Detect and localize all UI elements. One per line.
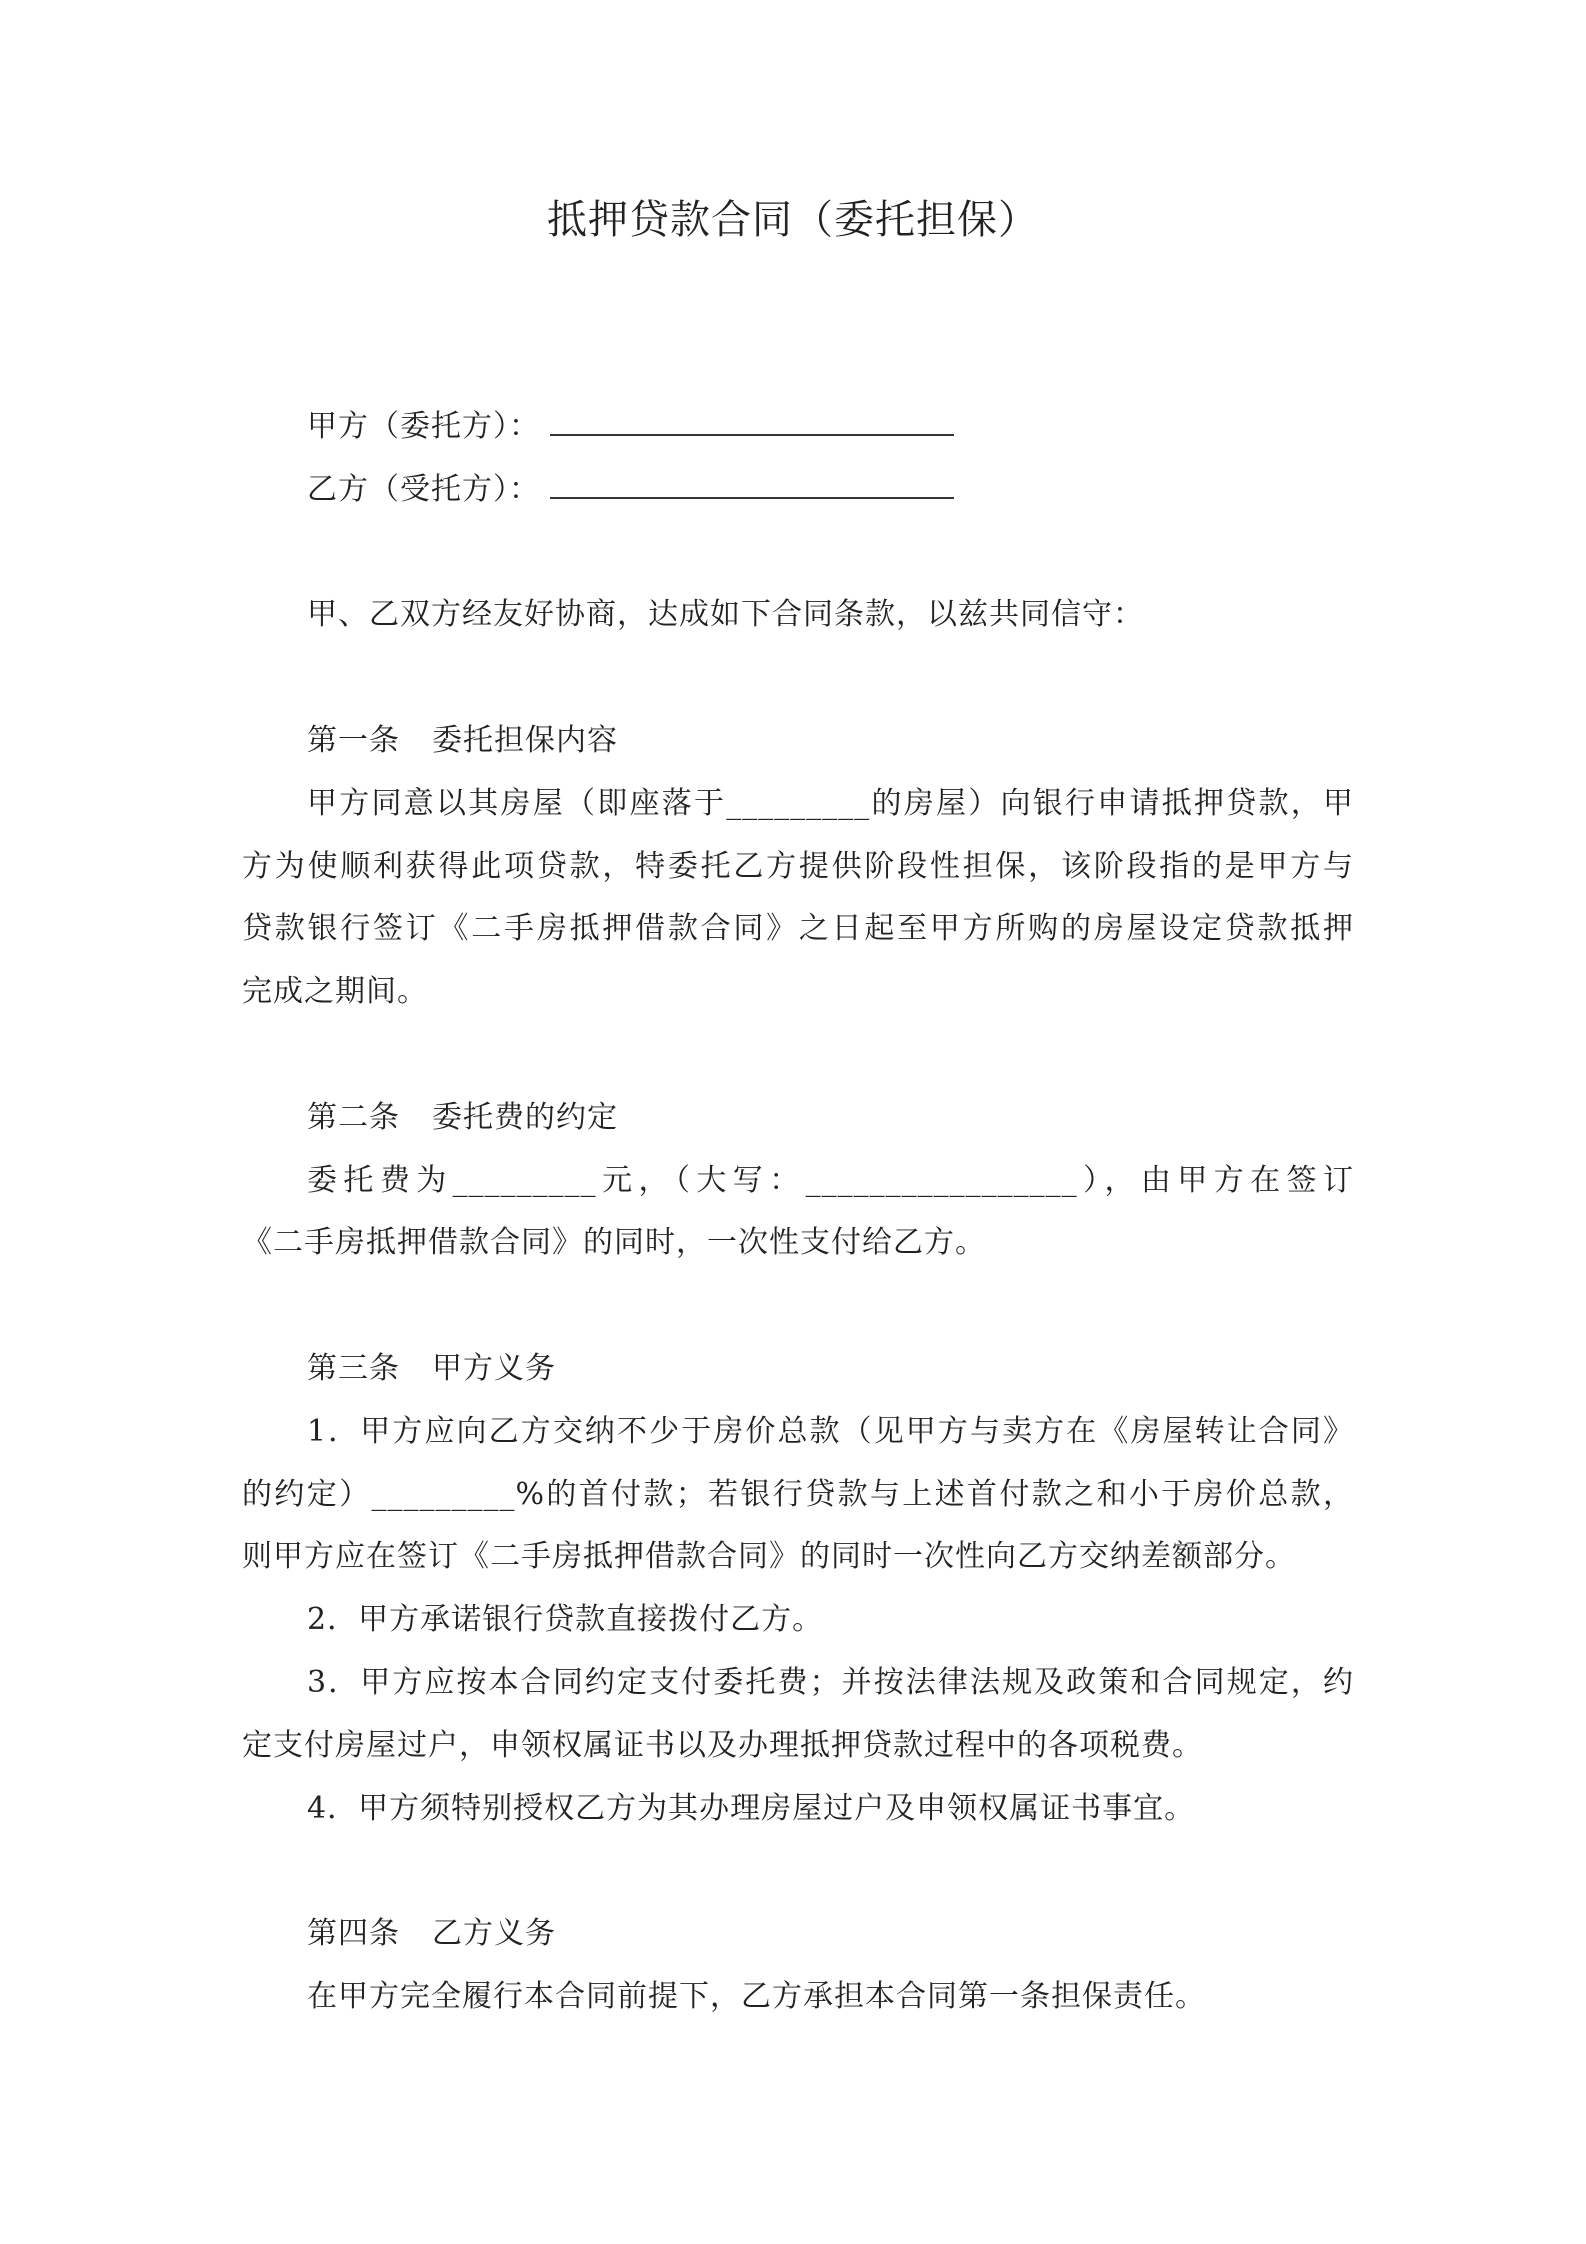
article-title: 甲方义务 bbox=[432, 1350, 556, 1386]
preamble: 甲、乙双方经友好协商，达成如下合同条款，以兹共同信守： bbox=[307, 597, 1144, 633]
article-3-line: 3．甲方应按本合同约定支付委托费；并按法律法规及政策和合同规定，约 bbox=[307, 1664, 1354, 1700]
article-number: 第一条 bbox=[307, 722, 400, 758]
article-3-heading bbox=[242, 1338, 1354, 1401]
party-a-line bbox=[242, 396, 1354, 459]
article-1-heading bbox=[242, 710, 1354, 773]
article-number: 第四条 bbox=[307, 1916, 400, 1952]
article-3-line: 的约定）_________%的首付款；若银行贷款与上述首付款之和小于房价总款， bbox=[242, 1476, 1354, 1512]
party-b-label: 乙方（受托方）： bbox=[307, 471, 540, 507]
article-2-line: 《二手房抵押借款合同》的同时，一次性支付给乙方。 bbox=[242, 1225, 986, 1261]
article-title: 乙方义务 bbox=[432, 1916, 556, 1952]
article-3-line: 定支付房屋过户，申领权属证书以及办理抵押贷款过程中的各项税费。 bbox=[242, 1727, 1203, 1763]
article-1-line: 贷款银行签订《二手房抵押借款合同》之日起至甲方所购的房屋设定贷款抵押 bbox=[242, 911, 1354, 947]
article-number: 第二条 bbox=[307, 1099, 400, 1135]
article-2-line: 委托费为_________元，（大写：_________________），由甲方在签订 bbox=[307, 1162, 1354, 1198]
document-body bbox=[242, 396, 1354, 2029]
article-2-heading bbox=[242, 1087, 1354, 1150]
article-3-line: 2．甲方承诺银行贷款直接拨付乙方。 bbox=[307, 1602, 824, 1638]
article-1-line: 完成之期间。 bbox=[242, 974, 428, 1010]
party-b-line bbox=[242, 459, 1354, 522]
article-number: 第三条 bbox=[307, 1350, 400, 1386]
document-title: 抵押贷款合同（委托担保） bbox=[547, 197, 1039, 243]
article-3-line: 1．甲方应向乙方交纳不少于房价总款（见甲方与卖方在《房屋转让合同》 bbox=[307, 1413, 1354, 1449]
article-title: 委托担保内容 bbox=[432, 722, 618, 758]
article-1-line: 方为使顺利获得此项贷款，特委托乙方提供阶段性担保，该阶段指的是甲方与 bbox=[242, 848, 1354, 884]
party-b-field[interactable] bbox=[550, 467, 954, 499]
party-a-label: 甲方（委托方）： bbox=[307, 409, 540, 444]
article-4-heading bbox=[242, 1903, 1354, 1966]
article-title: 委托费的约定 bbox=[432, 1099, 618, 1135]
article-3-line: 则甲方应在签订《二手房抵押借款合同》的同时一次性向乙方交纳差额部分。 bbox=[242, 1539, 1296, 1575]
article-1-line: 甲方同意以其房屋（即座落于_________的房屋）向银行申请抵押贷款，甲 bbox=[307, 785, 1354, 821]
party-a-field[interactable] bbox=[550, 404, 954, 436]
article-4-line: 在甲方完全履行本合同前提下，乙方承担本合同第一条担保责任。 bbox=[307, 1978, 1206, 2014]
article-3-line: 4．甲方须特别授权乙方为其办理房屋过户及申领权属证书事宜。 bbox=[307, 1790, 1196, 1826]
